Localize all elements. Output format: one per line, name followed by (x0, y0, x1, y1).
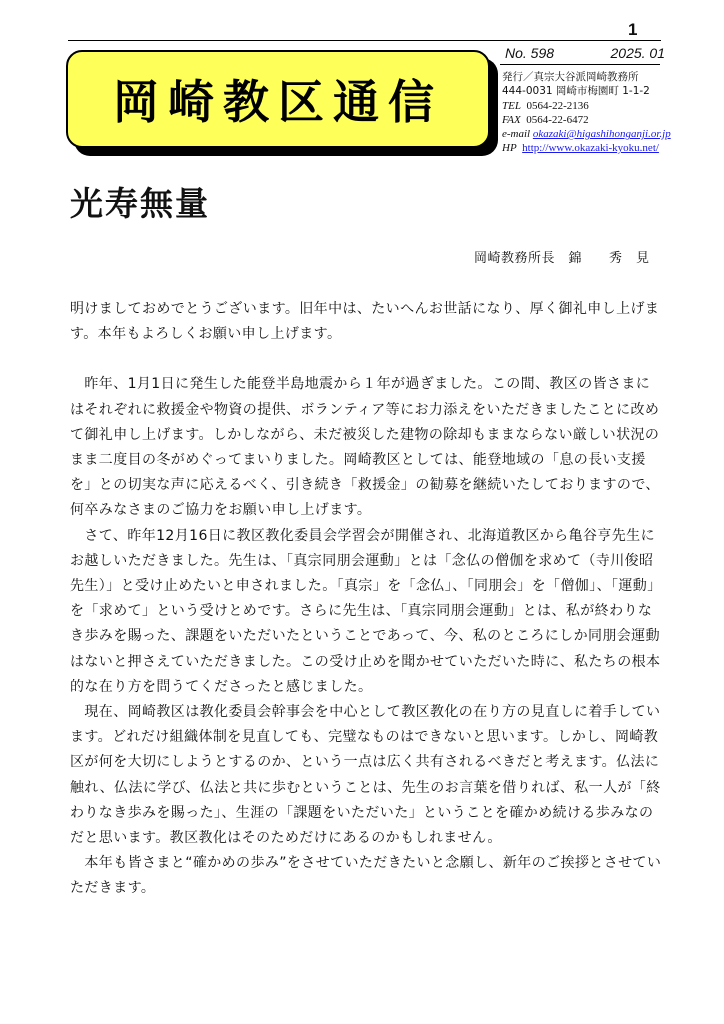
article-author: 岡崎教務所長 錦 秀 見 (474, 251, 650, 266)
hp-line (502, 141, 671, 155)
hp-label: HP (502, 142, 517, 155)
address: 444-0031 岡崎市梅園町 1-1-2 (502, 85, 650, 98)
issue-number: No. 598 (505, 45, 555, 61)
tel-number: 0564-22-2136 (526, 99, 589, 112)
website-link[interactable]: http://www.okazaki-kyoku.net/ (522, 142, 659, 155)
tel-label: TEL (502, 99, 521, 112)
fax-line (502, 113, 671, 127)
title-box (66, 50, 490, 148)
paragraph-study-meeting: さて、昨年12月16日に教区教化委員会学習会が開催され、北海道教区から亀谷亨先生にお越しいただきました。先生は、「真宗同朋会運動」とは「念仏の僧伽を求めて（寺川俊昭先生）」と受け止めたいと申されました。「真宗」を「念仏」、「同朋会」を「僧伽」、「運動」を「求めて」という受けとめです。さらに先生は、「真宗同朋会運動」とは、私が終わりなき歩みを賜った、課題をいただいたということであって、今、私のところにしか同朋会運動はないと押さえていただきました。この受け止めを聞かせていただいた時に、私たちの根本的な在り方を問うてくださったと感じました。 (70, 527, 662, 695)
paragraph-greeting: 明けましておめでとうございます。旧年中は、たいへんお世話になり、厚く御礼申し上げます。本年もよろしくお願い申し上げます。 (70, 301, 660, 343)
issue-rule (500, 64, 660, 65)
fax-label: FAX (502, 113, 521, 126)
paragraph-review: 現在、岡崎教区は教化委員会幹事会を中心として教区教化の在り方の見直しに着手しています。どれだけ組織体制を見直しても、完璧なものはできないと思います。しかし、岡崎教区が何を大切にしようとするのか、という一点は広く共有されるべきだと考えます。仏法に触れ、仏法に学び、仏法と共に歩むということは、先生のお言葉を借りれば、私一人が「終わりなき歩みを賜った」、生涯の「課題をいただいた」ということを確かめ続ける歩みなのだと思います。教区教化はそのためだけにあるのかもしれません。 (70, 704, 661, 847)
header-rule (68, 40, 661, 41)
paragraph-closing: 本年も皆さまと“確かめの歩み”をさせていただきたいと念願し、新年のご挨拶とさせていただきます。 (70, 855, 662, 897)
email-line (502, 127, 671, 141)
page-number: 1 (628, 20, 638, 39)
issue-date: 2025. 01 (610, 45, 665, 61)
fax-number: 0564-22-6472 (526, 113, 589, 126)
article-heading: 光寿無量 (70, 184, 210, 223)
article-body (70, 297, 664, 902)
tel-line (502, 99, 671, 113)
email-link[interactable]: okazaki@higashihonganji.or.jp (532, 128, 671, 141)
publisher: 発行／真宗大谷派岡崎教務所 (502, 71, 639, 83)
publisher-info (502, 70, 671, 156)
issue-line (505, 45, 665, 61)
email-label: e-mail (502, 128, 531, 141)
newsletter-title: 岡崎教区通信 (113, 75, 443, 129)
paragraph-earthquake: 昨年、1月1日に発生した能登半島地震から１年が過ぎました。この間、教区の皆さまにはそれぞれに救援金や物資の提供、ボランティア等にお力添えをいただきましたことに改めて御礼申し上げます。しかしながら、未だ被災した建物の除却もままならない厳しい状況のまま二度目の冬がめぐってまいりました。岡崎教区としては、能登地域の「息の長い支援を」との切実な声に応えるべく、引き続き「救援金」の勧募を継続いたしておりますので、何卒みなさまのご協力をお願い申し上げます。 (70, 376, 660, 519)
